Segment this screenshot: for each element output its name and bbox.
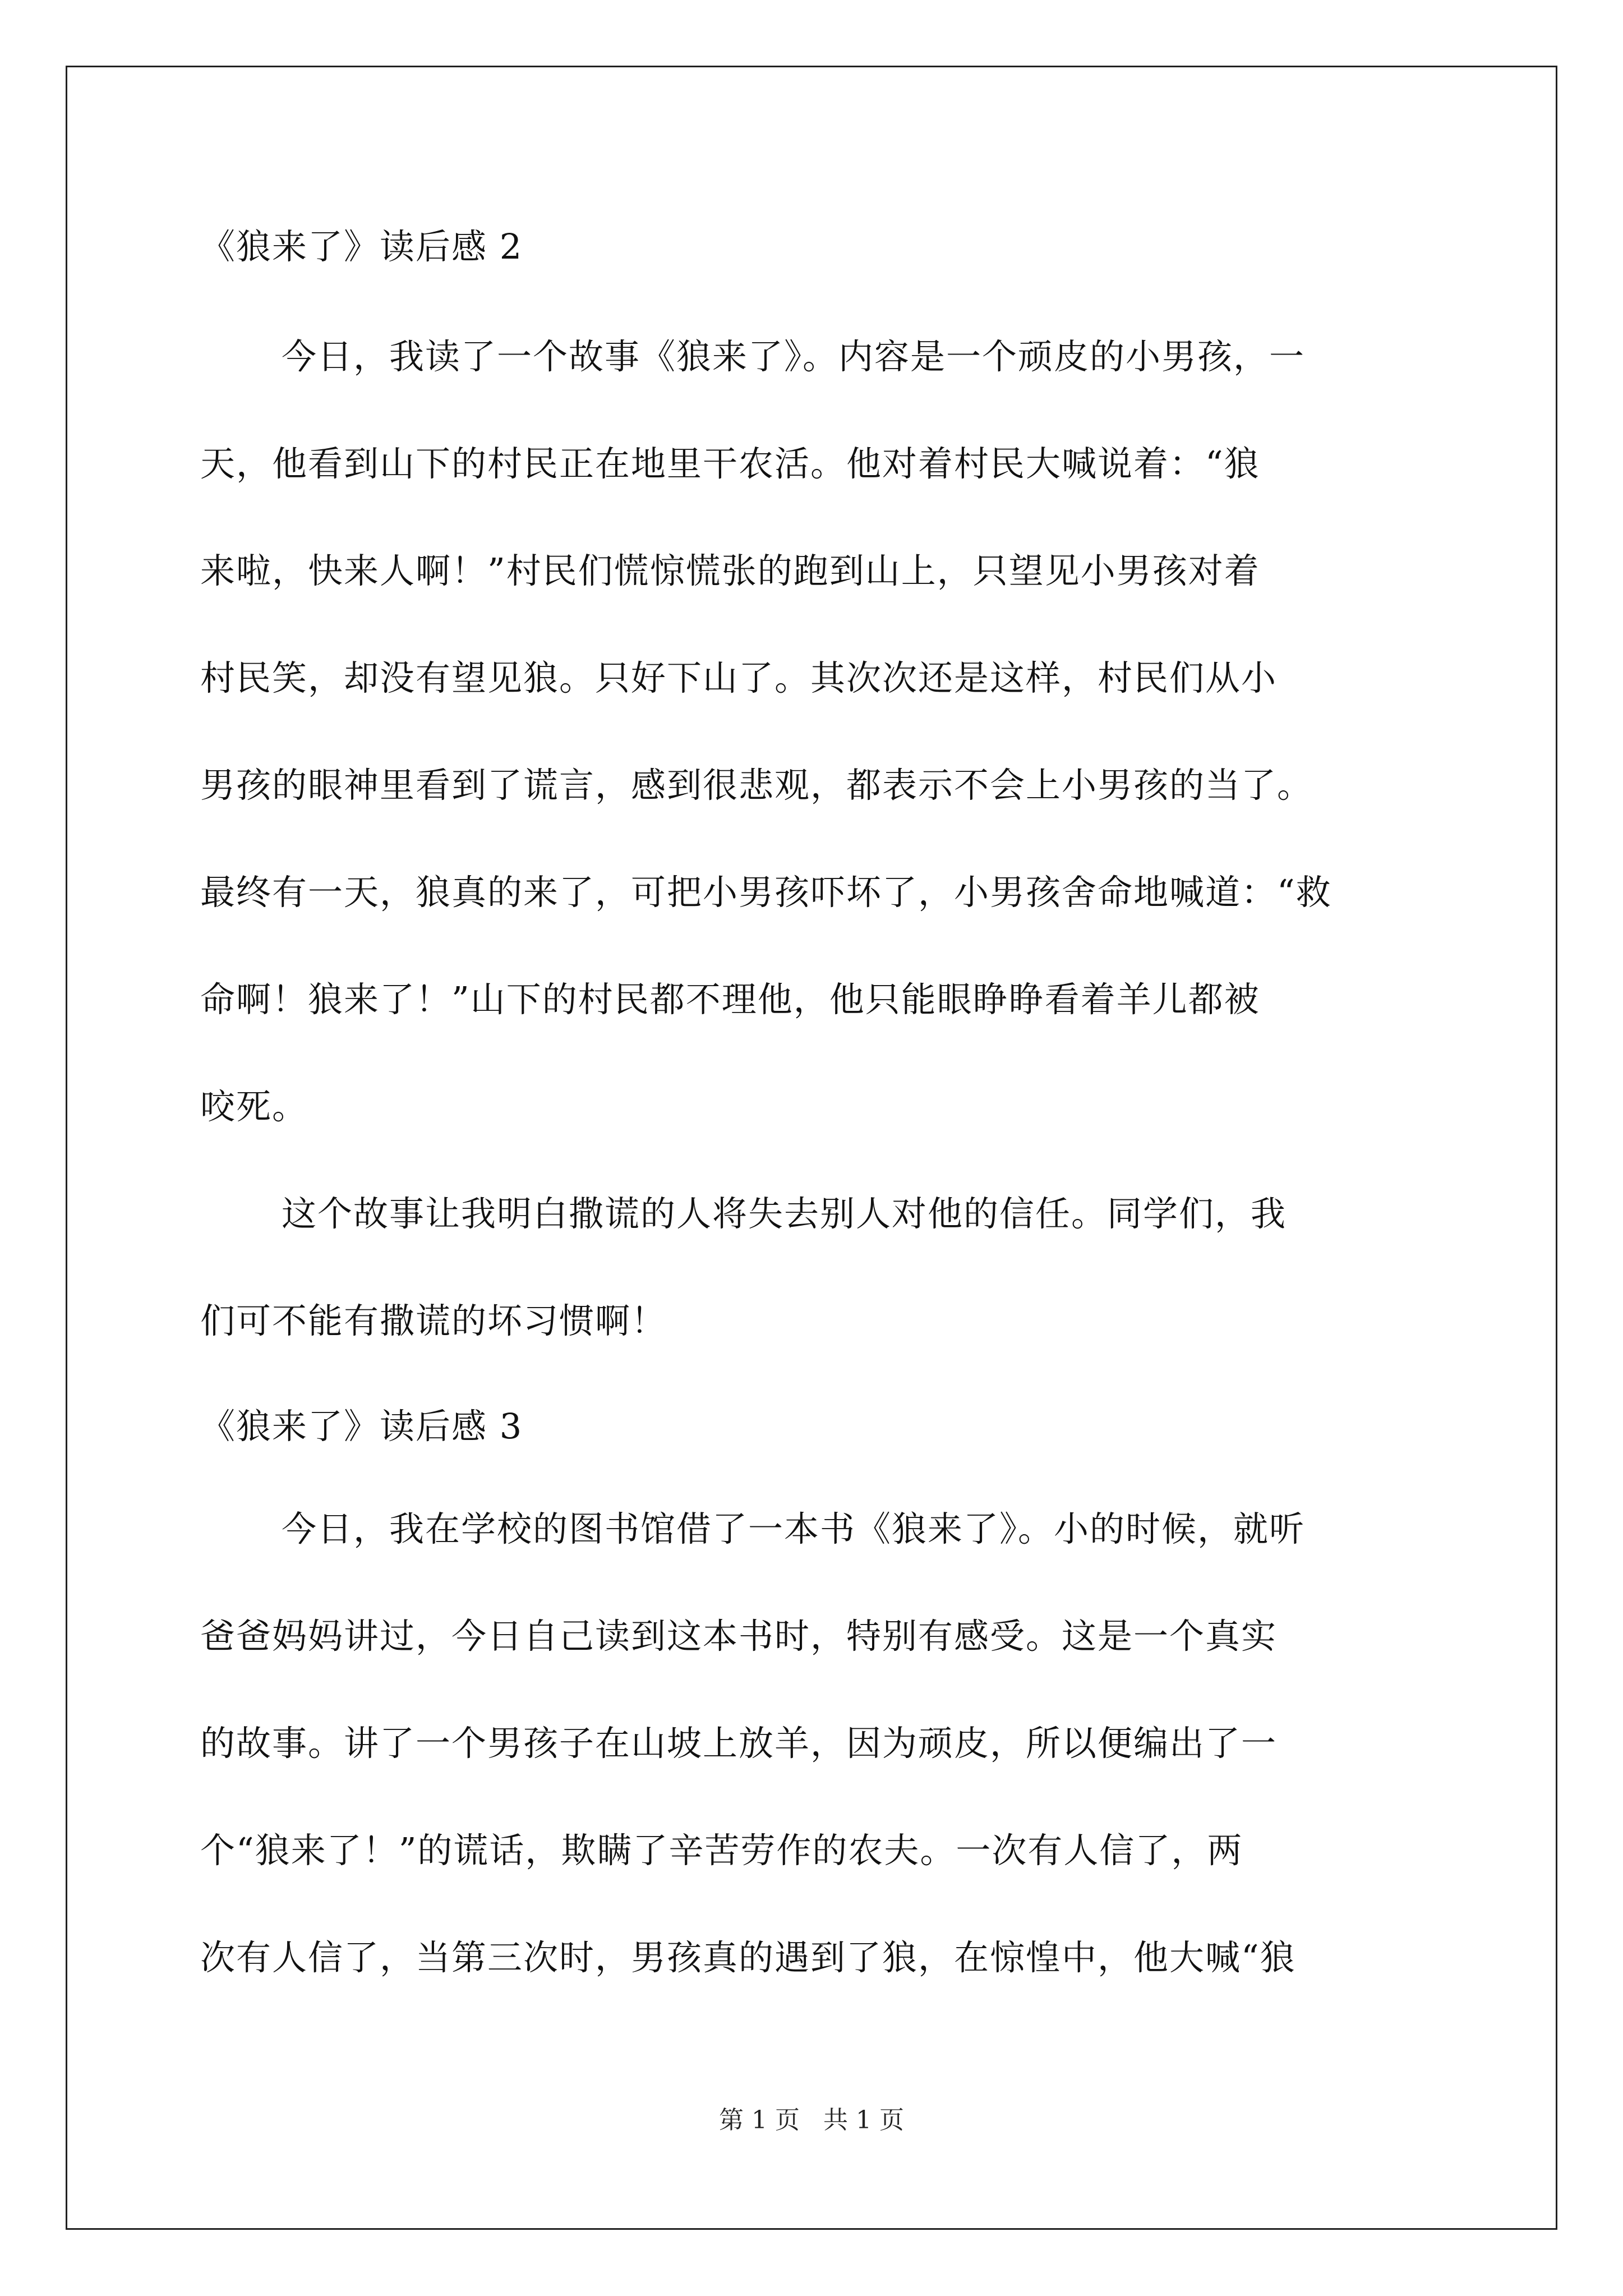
- page-border: [66, 66, 1557, 2230]
- page-footer: 第 1 页 共 1 页: [719, 2106, 904, 2134]
- section2-p1-line-5: 男孩的眼神里看到了谎言，感到很悲观，都表示不会上小男孩的当了。: [200, 765, 1313, 806]
- section2-p1-line-1: 今日，我读了一个故事《狼来了》。内容是一个顽皮的小男孩，一: [282, 336, 1306, 377]
- section2-p1-line-8: 咬死。: [200, 1086, 308, 1127]
- section2-heading: 《狼来了》读后感 2: [200, 226, 523, 267]
- section3-p1-line-1: 今日，我在学校的图书馆借了一本书《狼来了》。小的时候，就听: [282, 1508, 1306, 1549]
- section3-p1-line-5: 次有人信了，当第三次时，男孩真的遇到了狼，在惊惶中，他大喊“狼: [200, 1937, 1296, 1978]
- section3-p1-line-3: 的故事。讲了一个男孩子在山坡上放羊，因为顽皮，所以便编出了一: [200, 1723, 1278, 1764]
- section2-p1-line-4: 村民笑，却没有望见狼。只好下山了。其次次还是这样，村民们从小: [200, 657, 1278, 698]
- section3-heading: 《狼来了》读后感 3: [200, 1406, 523, 1447]
- section3-p1-line-4: 个“狼来了！”的谎话，欺瞒了辛苦劳作的农夫。一次有人信了，两: [200, 1830, 1243, 1871]
- section2-p1-line-2: 天，他看到山下的村民正在地里干农活。他对着村民大喊说着：“狼: [200, 443, 1260, 484]
- section2-p2-line-1: 这个故事让我明白撒谎的人将失去别人对他的信任。同学们，我: [282, 1193, 1287, 1234]
- section2-p1-line-6: 最终有一天，狼真的来了，可把小男孩吓坏了，小男孩舍命地喊道：“救: [200, 872, 1332, 913]
- section2-p1-line-3: 来啦，快来人啊！”村民们慌惊慌张的跑到山上，只望见小男孩对着: [200, 550, 1260, 591]
- section2-p2-line-2: 们可不能有撒谎的坏习惯啊！: [200, 1300, 667, 1341]
- section3-p1-line-2: 爸爸妈妈讲过，今日自己读到这本书时，特别有感受。这是一个真实: [200, 1616, 1278, 1657]
- section2-p1-line-7: 命啊！狼来了！”山下的村民都不理他，他只能眼睁睁看着羊儿都被: [200, 979, 1260, 1020]
